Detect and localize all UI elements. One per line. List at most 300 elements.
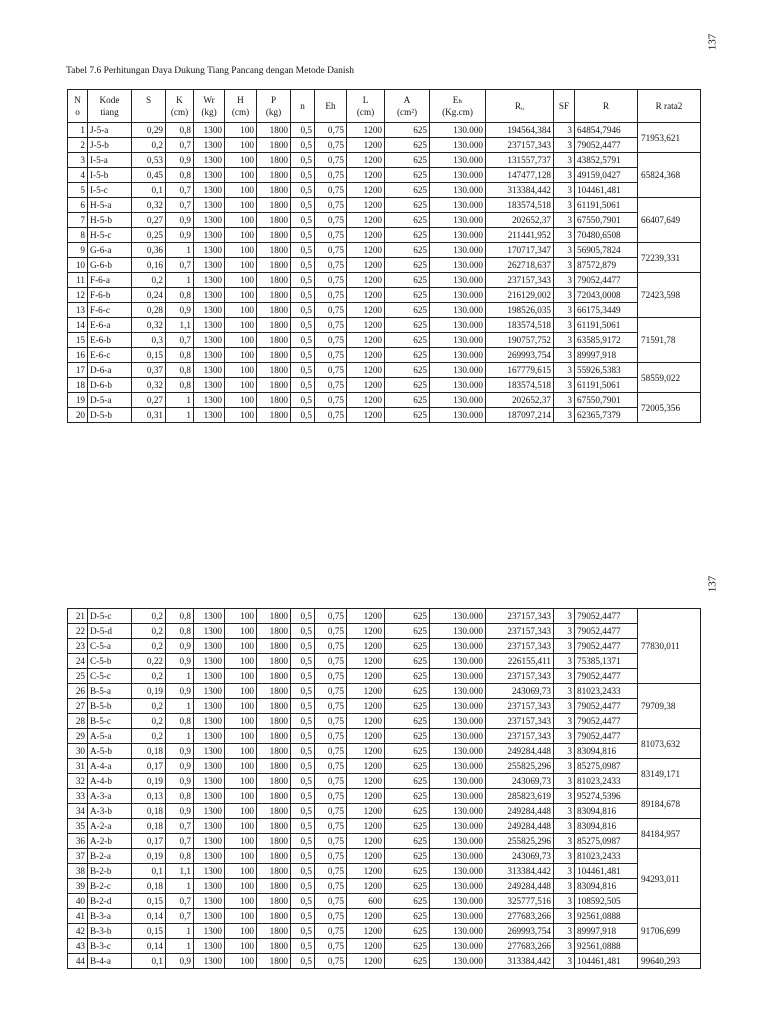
table-cell: 1 — [166, 408, 194, 423]
table-cell: 0,1 — [132, 864, 166, 879]
table-cell: 100 — [225, 954, 257, 969]
table-cell: B-5-b — [88, 699, 132, 714]
table-cell: 625 — [385, 303, 430, 318]
table-cell: 0,75 — [315, 153, 347, 168]
table-cell: H-5-a — [88, 198, 132, 213]
table-cell: 1200 — [347, 393, 385, 408]
table-cell: 1 — [68, 123, 88, 138]
table-cell: 237157,343 — [486, 714, 554, 729]
table-cell: 0,5 — [291, 714, 315, 729]
table-cell: 1800 — [257, 273, 291, 288]
table-cell: 625 — [385, 258, 430, 273]
table-cell: F-6-a — [88, 273, 132, 288]
table-cell: 100 — [225, 864, 257, 879]
table-cell: 0,75 — [315, 123, 347, 138]
table-cell: 1300 — [194, 699, 225, 714]
table-row — [68, 624, 701, 639]
table-cell: 100 — [225, 213, 257, 228]
r-rata-cell: 99640,293 — [638, 954, 701, 969]
table-cell: 100 — [225, 168, 257, 183]
table-cell: 625 — [385, 138, 430, 153]
table-cell: 95274,5396 — [575, 789, 638, 804]
table-cell: 0,75 — [315, 318, 347, 333]
table-cell: 3 — [554, 624, 575, 639]
table-cell: 1800 — [257, 669, 291, 684]
table-cell: 1 — [166, 879, 194, 894]
table-cell: 0,5 — [291, 609, 315, 624]
table-row — [68, 288, 701, 303]
table-cell: 1200 — [347, 804, 385, 819]
table-cell: J-5-b — [88, 138, 132, 153]
table-cell: 3 — [554, 213, 575, 228]
table-cell: 0,75 — [315, 714, 347, 729]
r-rata-cell: 72005,356 — [638, 393, 701, 423]
r-rata-cell: 83149,171 — [638, 759, 701, 789]
table-cell: 37 — [68, 849, 88, 864]
table-cell: D-5-b — [88, 408, 132, 423]
table-cell: 11 — [68, 273, 88, 288]
table-cell: 600 — [347, 894, 385, 909]
table-cell: 67550,7901 — [575, 393, 638, 408]
table-cell: H-5-b — [88, 213, 132, 228]
table-cell: 3 — [554, 288, 575, 303]
table-cell: 1800 — [257, 714, 291, 729]
table-cell: 1300 — [194, 744, 225, 759]
table-cell: 3 — [554, 303, 575, 318]
table-cell: 0,75 — [315, 759, 347, 774]
table-cell: 100 — [225, 318, 257, 333]
table-cell: 1200 — [347, 288, 385, 303]
table-cell: 0,8 — [166, 123, 194, 138]
table-cell: 130.000 — [430, 819, 486, 834]
table-cell: 1200 — [347, 318, 385, 333]
table-cell: 34 — [68, 804, 88, 819]
table-cell: 0,36 — [132, 243, 166, 258]
table-cell: 625 — [385, 228, 430, 243]
table-cell: 0,75 — [315, 138, 347, 153]
table-cell: 15 — [68, 333, 88, 348]
table-cell: 1800 — [257, 243, 291, 258]
table-cell: 0,75 — [315, 624, 347, 639]
table-cell: 255825,296 — [486, 759, 554, 774]
table-cell: 1200 — [347, 789, 385, 804]
table-cell: 1800 — [257, 954, 291, 969]
table-cell: 1300 — [194, 654, 225, 669]
table-cell: 0,24 — [132, 288, 166, 303]
table-cell: 79052,4477 — [575, 729, 638, 744]
table-cell: 130.000 — [430, 774, 486, 789]
table-cell: 1 — [166, 393, 194, 408]
table-cell: 237157,343 — [486, 699, 554, 714]
table-cell: 83094,816 — [575, 819, 638, 834]
table-cell: 0,5 — [291, 303, 315, 318]
table-cell: 130.000 — [430, 318, 486, 333]
table-cell: 130.000 — [430, 849, 486, 864]
table-cell: 100 — [225, 393, 257, 408]
table-cell: 277683,266 — [486, 909, 554, 924]
table-cell: 0,27 — [132, 213, 166, 228]
table-cell: 313384,442 — [486, 183, 554, 198]
table-cell: 100 — [225, 258, 257, 273]
table-cell: 1200 — [347, 639, 385, 654]
table-cell: 1800 — [257, 654, 291, 669]
table-cell: 130.000 — [430, 228, 486, 243]
table-cell: 12 — [68, 288, 88, 303]
table-cell: 3 — [554, 258, 575, 273]
table-cell: B-5-a — [88, 684, 132, 699]
header-ep: Eₕ (Kg.cm) — [430, 90, 486, 123]
table-cell: 0,5 — [291, 849, 315, 864]
table-cell: 14 — [68, 318, 88, 333]
table-cell: 100 — [225, 609, 257, 624]
table-cell: 3 — [554, 834, 575, 849]
table-cell: 85275,0987 — [575, 834, 638, 849]
table-cell: 0,2 — [132, 609, 166, 624]
table-row — [68, 153, 701, 168]
table-cell: 130.000 — [430, 624, 486, 639]
table-cell: 0,5 — [291, 939, 315, 954]
header-eh: Eh — [315, 90, 347, 123]
table-cell: 0,8 — [166, 363, 194, 378]
pile-capacity-table-part-2 — [67, 608, 701, 969]
table-cell: 0,5 — [291, 684, 315, 699]
table-cell: 3 — [554, 759, 575, 774]
table-cell: 1200 — [347, 228, 385, 243]
table-cell: 1200 — [347, 153, 385, 168]
table-cell: 1800 — [257, 183, 291, 198]
table-cell: 0,5 — [291, 744, 315, 759]
table-cell: 269993,754 — [486, 348, 554, 363]
table-cell: 0,5 — [291, 378, 315, 393]
table-cell: 1800 — [257, 744, 291, 759]
table-cell: 100 — [225, 879, 257, 894]
table-cell: 1800 — [257, 318, 291, 333]
table-cell: 36 — [68, 834, 88, 849]
table-cell: 1200 — [347, 714, 385, 729]
table-cell: 1200 — [347, 123, 385, 138]
table-cell: 43 — [68, 939, 88, 954]
page-number: 137 — [706, 33, 719, 51]
table-cell: 21 — [68, 609, 88, 624]
table-cell: 43852,5791 — [575, 153, 638, 168]
header-kode: Kode tiang — [88, 90, 132, 123]
table-cell: 625 — [385, 333, 430, 348]
table-cell: 104461,481 — [575, 183, 638, 198]
table-cell: 0,75 — [315, 849, 347, 864]
table-cell: 1300 — [194, 864, 225, 879]
table-cell: 130.000 — [430, 213, 486, 228]
table-cell: 3 — [554, 879, 575, 894]
table-row — [68, 243, 701, 258]
table-cell: 1800 — [257, 258, 291, 273]
table-cell: 0,5 — [291, 639, 315, 654]
table-cell: 1,1 — [166, 318, 194, 333]
table-cell: 6 — [68, 198, 88, 213]
table-cell: 625 — [385, 273, 430, 288]
table-cell: 0,18 — [132, 804, 166, 819]
table-cell: 130.000 — [430, 393, 486, 408]
table-cell: 0,8 — [166, 624, 194, 639]
table-cell: 100 — [225, 744, 257, 759]
table-cell: 0,5 — [291, 318, 315, 333]
table-cell: 79052,4477 — [575, 609, 638, 624]
table-cell: 3 — [554, 333, 575, 348]
table-cell: 625 — [385, 909, 430, 924]
table-row — [68, 228, 701, 243]
table-cell: 100 — [225, 939, 257, 954]
table-row — [68, 198, 701, 213]
table-cell: 81023,2433 — [575, 774, 638, 789]
table-cell: 0,5 — [291, 408, 315, 423]
table-cell: 226155,411 — [486, 654, 554, 669]
table-cell: 625 — [385, 393, 430, 408]
table-cell: 35 — [68, 819, 88, 834]
table-cell: 0,75 — [315, 168, 347, 183]
table-row — [68, 138, 701, 153]
table-cell: 1300 — [194, 228, 225, 243]
table-cell: 1800 — [257, 924, 291, 939]
table-cell: 64854,7946 — [575, 123, 638, 138]
table-cell: 0,8 — [166, 348, 194, 363]
table-cell: 3 — [554, 348, 575, 363]
table-cell: 1200 — [347, 243, 385, 258]
table-cell: A-5-a — [88, 729, 132, 744]
table-cell: 1300 — [194, 168, 225, 183]
table-cell: B-2-b — [88, 864, 132, 879]
table-cell: 10 — [68, 258, 88, 273]
table-cell: 33 — [68, 789, 88, 804]
header-k: K (cm) — [166, 90, 194, 123]
table-row — [68, 669, 701, 684]
table-cell: 100 — [225, 789, 257, 804]
table-cell: 1200 — [347, 213, 385, 228]
table-cell: 1200 — [347, 624, 385, 639]
table-cell: 1800 — [257, 609, 291, 624]
r-rata-cell: 65824,368 — [638, 153, 701, 198]
table-row — [68, 639, 701, 654]
table-cell: 313384,442 — [486, 954, 554, 969]
table-cell: 1300 — [194, 303, 225, 318]
table-cell: 0,5 — [291, 819, 315, 834]
table-cell: 0,2 — [132, 639, 166, 654]
table-cell: 41 — [68, 909, 88, 924]
table-cell: 1800 — [257, 639, 291, 654]
table-cell: 3 — [554, 138, 575, 153]
table-cell: 1200 — [347, 819, 385, 834]
table-cell: 100 — [225, 669, 257, 684]
r-rata-cell: 58559,022 — [638, 363, 701, 393]
table-row — [68, 213, 701, 228]
table-cell: 0,5 — [291, 729, 315, 744]
table-cell: 130.000 — [430, 348, 486, 363]
r-rata-cell: 84184,957 — [638, 819, 701, 849]
table-cell: 100 — [225, 804, 257, 819]
table-cell: 92561,0888 — [575, 939, 638, 954]
table-cell: 0,17 — [132, 759, 166, 774]
table-cell: 130.000 — [430, 864, 486, 879]
table-cell: 130.000 — [430, 744, 486, 759]
table-cell: 0,8 — [166, 168, 194, 183]
r-rata-cell: 66407,649 — [638, 198, 701, 243]
table-cell: 38 — [68, 864, 88, 879]
table-cell: 131557,737 — [486, 153, 554, 168]
table-cell: 1300 — [194, 243, 225, 258]
table-cell: 85275,0987 — [575, 759, 638, 774]
table-cell: 100 — [225, 243, 257, 258]
table-cell: 277683,266 — [486, 939, 554, 954]
table-cell: 1300 — [194, 879, 225, 894]
table-cell: 130.000 — [430, 654, 486, 669]
table-cell: 100 — [225, 684, 257, 699]
table-cell: D-5-c — [88, 609, 132, 624]
table-cell: 92561,0888 — [575, 909, 638, 924]
table-cell: B-2-c — [88, 879, 132, 894]
table-cell: 0,75 — [315, 408, 347, 423]
table-cell: 625 — [385, 624, 430, 639]
table-cell: 183574,518 — [486, 318, 554, 333]
table-cell: 1800 — [257, 348, 291, 363]
table-cell: 1200 — [347, 258, 385, 273]
table-cell: 79052,4477 — [575, 138, 638, 153]
table-row — [68, 954, 701, 969]
table-row — [68, 759, 701, 774]
table-cell: 0,32 — [132, 378, 166, 393]
r-rata-cell: 72239,331 — [638, 243, 701, 273]
table-cell: 1300 — [194, 333, 225, 348]
table-cell: 0,2 — [132, 729, 166, 744]
table-cell: 249284,448 — [486, 804, 554, 819]
table-cell: 147477,128 — [486, 168, 554, 183]
table-cell: 100 — [225, 894, 257, 909]
table-cell: 0,18 — [132, 819, 166, 834]
table-cell: 0,5 — [291, 198, 315, 213]
table-cell: 0,75 — [315, 243, 347, 258]
table-cell: 0,5 — [291, 183, 315, 198]
table-cell: 3 — [554, 789, 575, 804]
table-cell: 100 — [225, 228, 257, 243]
table-cell: 17 — [68, 363, 88, 378]
table-cell: 0,5 — [291, 864, 315, 879]
table-cell: 0,75 — [315, 348, 347, 363]
table-row — [68, 303, 701, 318]
table-cell: 130.000 — [430, 258, 486, 273]
table-cell: 0,1 — [132, 183, 166, 198]
table-cell: 187097,214 — [486, 408, 554, 423]
table-cell: 0,75 — [315, 669, 347, 684]
table-cell: 625 — [385, 864, 430, 879]
table-cell: 1300 — [194, 288, 225, 303]
table-cell: G-6-b — [88, 258, 132, 273]
table-cell: 3 — [554, 699, 575, 714]
table-cell: 0,5 — [291, 954, 315, 969]
table-cell: B-2-d — [88, 894, 132, 909]
table-cell: 0,19 — [132, 849, 166, 864]
table-cell: 100 — [225, 639, 257, 654]
table-cell: 243069,73 — [486, 774, 554, 789]
table-cell: 0,18 — [132, 879, 166, 894]
table-cell: 26 — [68, 684, 88, 699]
table-cell: 0,75 — [315, 378, 347, 393]
table-cell: 1 — [166, 669, 194, 684]
table-cell: 3 — [554, 894, 575, 909]
table-row — [68, 864, 701, 879]
table-cell: 100 — [225, 699, 257, 714]
table-cell: 0,53 — [132, 153, 166, 168]
table-cell: 1200 — [347, 609, 385, 624]
table-cell: 1200 — [347, 699, 385, 714]
table-cell: 625 — [385, 699, 430, 714]
table-cell: 0,5 — [291, 669, 315, 684]
table-cell: 1800 — [257, 834, 291, 849]
table-cell: 325777,516 — [486, 894, 554, 909]
table-cell: 3 — [554, 774, 575, 789]
table-cell: 130.000 — [430, 609, 486, 624]
table-cell: E-6-b — [88, 333, 132, 348]
r-rata-cell: 91706,699 — [638, 909, 701, 954]
table-cell: 75385,1371 — [575, 654, 638, 669]
table-cell: 0,8 — [166, 849, 194, 864]
table-cell: 625 — [385, 939, 430, 954]
table-cell: 0,5 — [291, 879, 315, 894]
table-cell: 1800 — [257, 774, 291, 789]
table-cell: 3 — [554, 123, 575, 138]
page-number-2: 137 — [706, 575, 719, 593]
table-cell: 83094,816 — [575, 744, 638, 759]
table-cell: 100 — [225, 378, 257, 393]
table-cell: 100 — [225, 363, 257, 378]
table-cell: 1800 — [257, 684, 291, 699]
table-row — [68, 819, 701, 834]
table-cell: 0,8 — [166, 789, 194, 804]
table-cell: 0,9 — [166, 213, 194, 228]
table-cell: 1300 — [194, 609, 225, 624]
table-cell: 104461,481 — [575, 954, 638, 969]
table-cell: 1300 — [194, 954, 225, 969]
table-cell: 625 — [385, 879, 430, 894]
table-cell: 44 — [68, 954, 88, 969]
table-cell: D-5-d — [88, 624, 132, 639]
table-cell: 100 — [225, 924, 257, 939]
table-cell: 625 — [385, 954, 430, 969]
table-row — [68, 714, 701, 729]
table-cell: 1200 — [347, 774, 385, 789]
table-cell: 313384,442 — [486, 864, 554, 879]
table-cell: 0,25 — [132, 228, 166, 243]
table-cell: 1200 — [347, 408, 385, 423]
table-cell: 0,75 — [315, 288, 347, 303]
table-cell: 1800 — [257, 123, 291, 138]
table-cell: 625 — [385, 729, 430, 744]
table-cell: 32 — [68, 774, 88, 789]
table-cell: 1800 — [257, 198, 291, 213]
table-cell: 0,32 — [132, 198, 166, 213]
table-cell: 1300 — [194, 774, 225, 789]
table-cell: 3 — [554, 864, 575, 879]
table-cell: 108592,505 — [575, 894, 638, 909]
table-cell: 22 — [68, 624, 88, 639]
pile-capacity-table-part-1 — [67, 89, 701, 423]
table-cell: 3 — [554, 909, 575, 924]
r-rata-cell: 71953,621 — [638, 123, 701, 153]
table-cell: 25 — [68, 669, 88, 684]
table-cell: 0,5 — [291, 393, 315, 408]
table-cell: A-4-b — [88, 774, 132, 789]
table-cell: 1200 — [347, 198, 385, 213]
table-cell: F-6-c — [88, 303, 132, 318]
table-row — [68, 378, 701, 393]
table-row — [68, 609, 701, 624]
table-cell: 0,75 — [315, 954, 347, 969]
